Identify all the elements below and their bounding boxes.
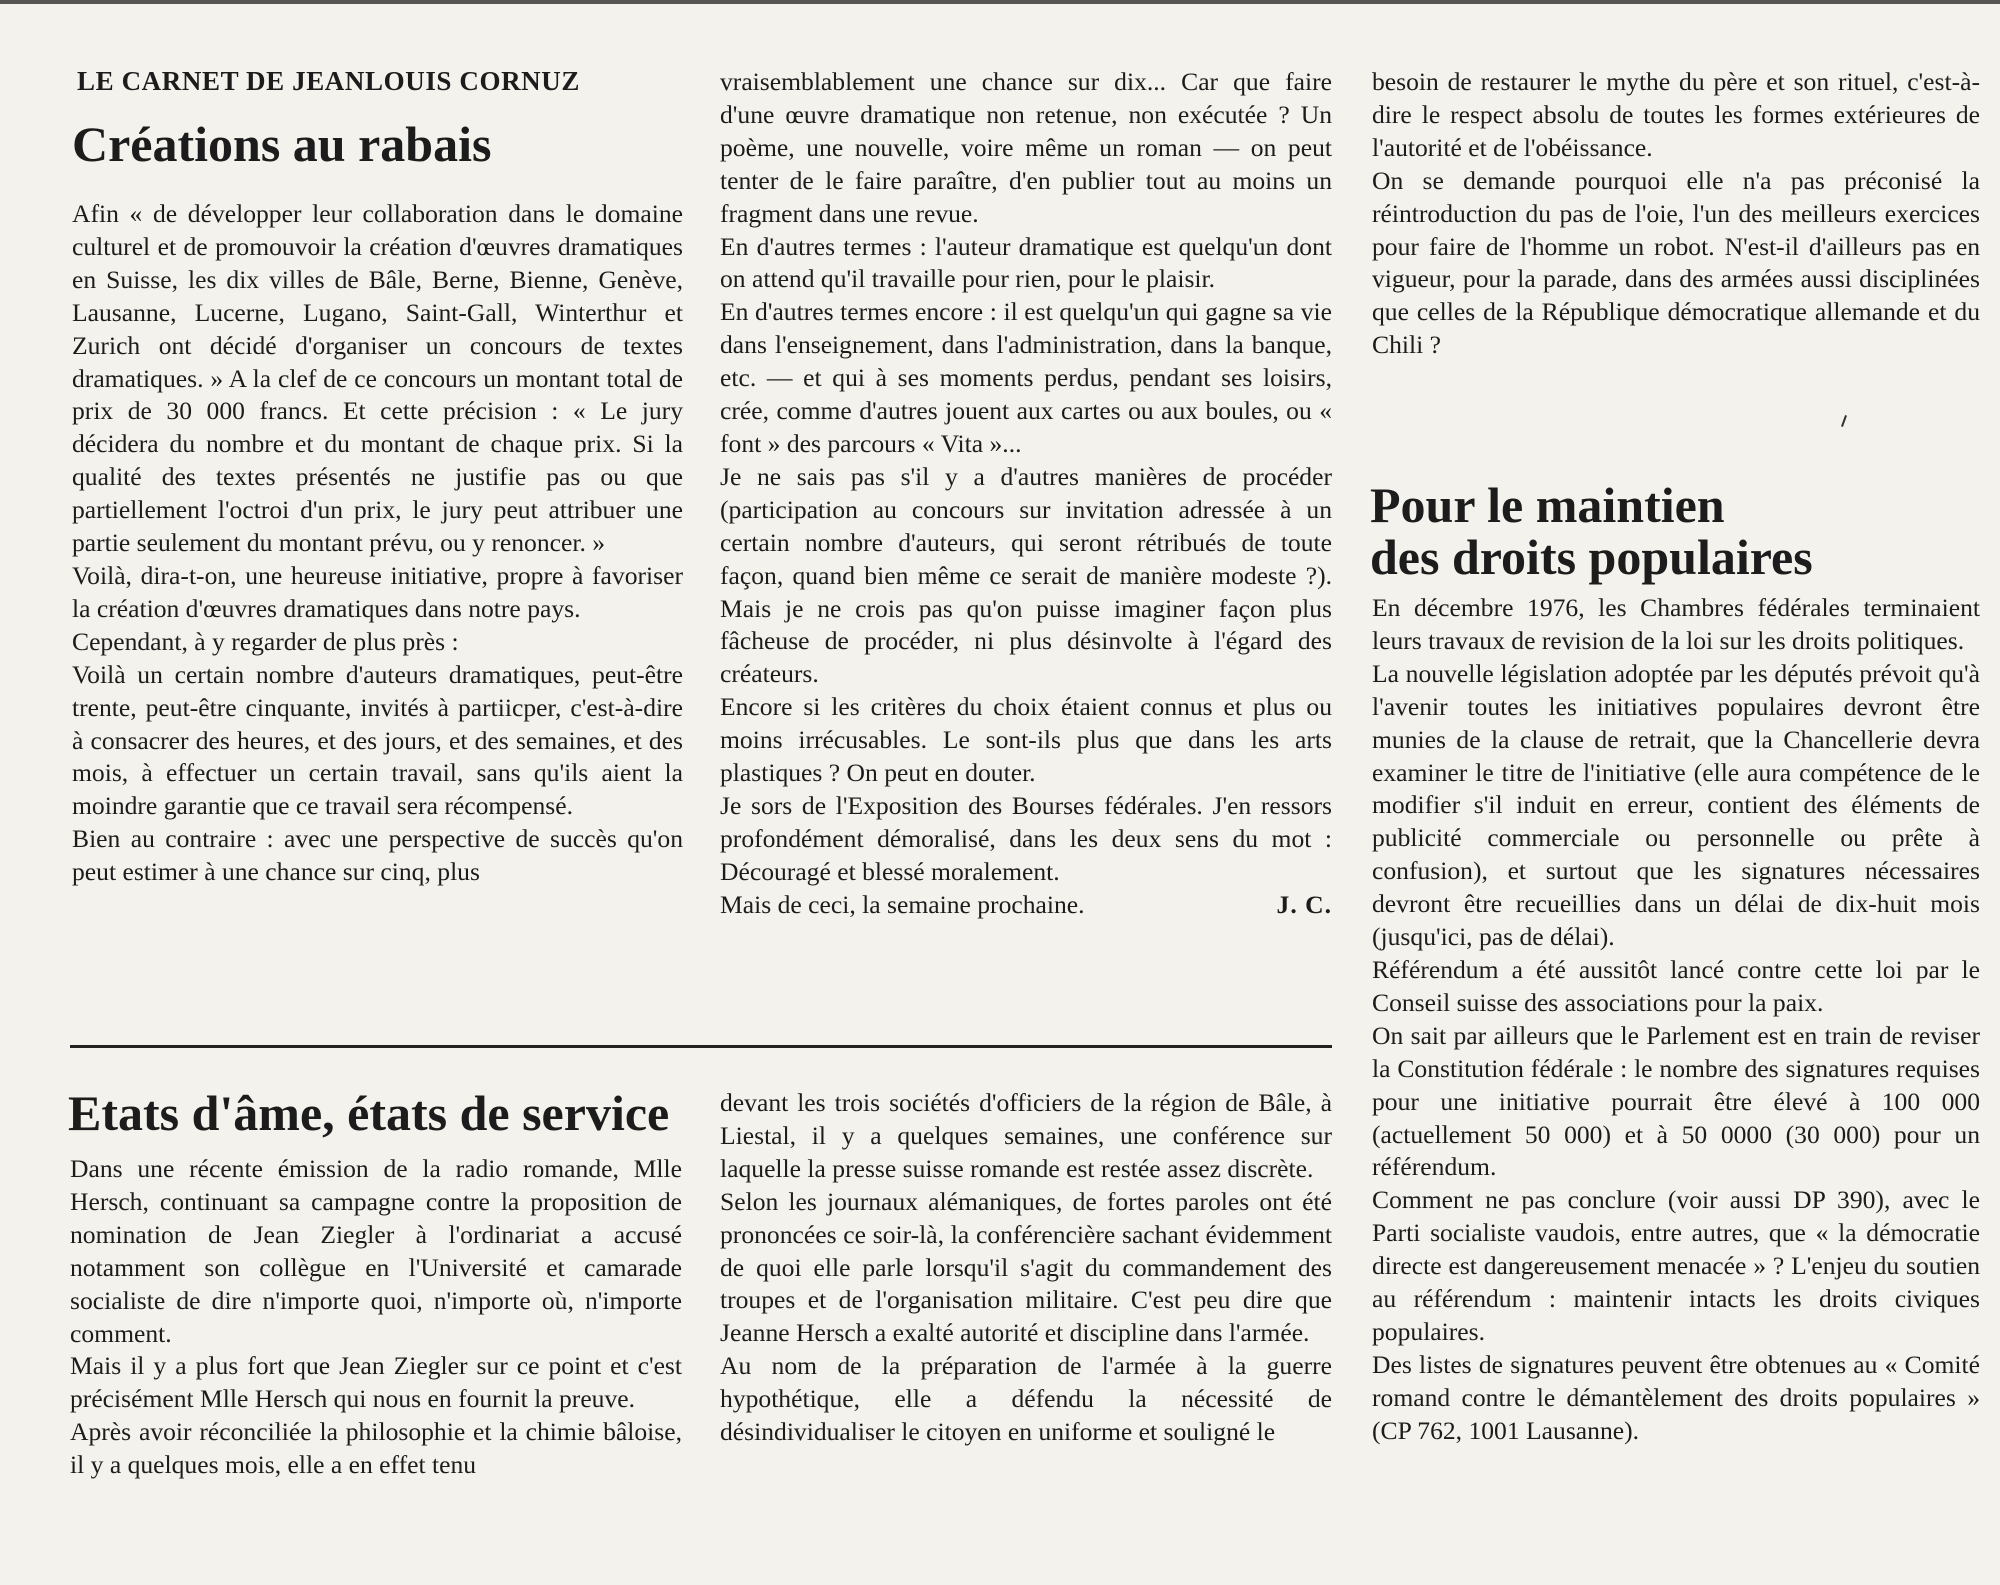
article1-col2-paragraph: Mais de ceci, la semaine prochaine. [720, 889, 1085, 919]
article1-col2-last-line [720, 889, 1332, 922]
article1-col1-paragraph: Cependant, à y regarder de plus près : [72, 626, 459, 656]
top-border-rule [0, 0, 2000, 4]
article3-paragraph: Comment ne pas conclure (voir aussi DP 390), avec le Parti socialiste vaudois, entre autres, que « la démocratie directe est dangereusement menacée » ? L'enjeu du soutien au référendum : maintenir intacts les droits civiques populaires. [1372, 1185, 1980, 1346]
article3-paragraph: La nouvelle législation adoptée par les députés prévoit qu'à l'avenir toutes les initiatives populaires devront être munies de la clause de retrait, que la Chancellerie devra examiner le titre de l'initiative (elle aura compétence de le modifier s'il induit en erreur, contient des éléments de publicité commerciale ou personnelle ou prête à confusion), et surtout que les signatures nécessaires devront être recueillies dans un délai de dix-huit mois (jusqu'ici, pas de délai). [1372, 658, 1980, 952]
article3-title-line2: des droits populaires [1370, 529, 1813, 585]
article2-col1-paragraph: Dans une récente émission de la radio romande, Mlle Hersch, continuant sa campagne contre la proposition de nomination de Jean Ziegler à l'ordinariat a accusé notamment son collègue en l'Université et camarade socialiste de dire n'importe quoi, n'importe où, n'importe comment. [70, 1154, 682, 1348]
article1-col1-paragraph: Bien au contraire : avec une perspective de succès qu'on peut estimer à une chance sur cinq, plus [72, 824, 683, 887]
article3-title [1370, 479, 1813, 583]
article2-column1 [70, 1153, 682, 1482]
article1-col2-paragraph: vraisemblablement une chance sur dix... Car que faire d'une œuvre dramatique non retenue, non exécutée ? Un poème, une nouvelle, voire même un roman — on peut tenter de le faire paraître, d'en publier tout au moins un fragment dans une revue. [720, 67, 1332, 228]
article1-column2 [720, 66, 1332, 922]
article1-col1-paragraph: Afin « de développer leur collaboration dans le domaine culturel et de promouvoir la création d'œuvres dramatiques en Suisse, les dix villes de Bâle, Berne, Bienne, Genève, Lausanne, Lucerne, Lugano, Saint-Gall, Winterthur et Zurich ont décidé d'organiser un concours de textes dramatiques. » A la clef de ce concours un montant total de prix de 30 000 francs. Et cette précision : « Le jury décidera du nombre et du montant de chaque prix. Si la qualité des textes présentés ne justifie pas ou que partiellement l'octroi d'un prix, le jury peut attribuer une partie seulement du montant prévu, ou y renoncer. » [72, 199, 683, 558]
article1-col2-paragraph: Encore si les critères du choix étaient connus et plus ou moins irrécusables. Le sont-ils plus que dans les arts plastiques ? On peut en douter. [720, 692, 1332, 788]
article1-col2-paragraph: En d'autres termes encore : il est quelqu'un qui gagne sa vie dans l'enseignement, dans l'administration, dans la banque, etc. — et qui à ses moments perdus, pendant ses loisirs, crée, comme d'autres jouent aux cartes ou aux boules, ou « font » des parcours « Vita »... [720, 297, 1332, 458]
article2-col2-paragraph: Selon les journaux alémaniques, de fortes paroles ont été prononcées ce soir-là, la conférencière sachant évidemment de quoi elle parle lorsqu'il s'agit du commandement des troupes et de l'organisation militaire. C'est peu dire que Jeanne Hersch a exalté autorité et discipline dans l'armée. [720, 1186, 1332, 1348]
article3-paragraph: Des listes de signatures peuvent être obtenues au « Comité romand contre le démantèlement des droits populaires » (CP 762, 1001 Lausanne). [1372, 1349, 1980, 1445]
article1-continuation [1372, 66, 1980, 362]
article1-title: Créations au rabais [72, 116, 492, 172]
article1-col1-paragraph: Voilà un certain nombre d'auteurs dramatiques, peut-être trente, peut-être cinquante, invités à partiicper, c'est-à-dire à consacrer des heures, et des jours, et des semaines, et des mois, à effectuer un certain travail, sans qu'ils aient la moindre garantie que ce travail sera récompensé. [72, 659, 683, 821]
article1-column1 [72, 198, 683, 889]
article3-paragraph: En décembre 1976, les Chambres fédérales terminaient leurs travaux de revision de la loi sur les droits politiques. [1372, 593, 1980, 655]
article1-col2-paragraph: En d'autres termes : l'auteur dramatique est quelqu'un dont on attend qu'il travaille pour rien, pour le plaisir. [720, 231, 1332, 294]
article2-title: Etats d'âme, états de service [68, 1085, 670, 1141]
article3-body [1372, 592, 1980, 1448]
article2-col2-paragraph: devant les trois sociétés d'officiers de la région de Bâle, à Liestal, il y a quelques semaines, une conférence sur laquelle la presse suisse romande est restée assez discrète. [720, 1088, 1332, 1183]
article2-col1-paragraph: Après avoir réconciliée la philosophie et la chimie bâloise, il y a quelques mois, elle a en effet tenu [70, 1417, 682, 1480]
column-label: LE CARNET DE JEANLOUIS CORNUZ [77, 66, 580, 96]
article3-title-line1: Pour le maintien [1370, 477, 1725, 533]
article1-col2-paragraph: Je sors de l'Exposition des Bourses fédérales. J'en ressors profondément démoralisé, dans les deux sens du mot : Découragé et blessé moralement. [720, 790, 1332, 886]
stray-mark [1841, 415, 1847, 427]
author-signature: J. C. [1276, 889, 1332, 919]
continuation-paragraph: On se demande pourquoi elle n'a pas préconisé la réintroduction du pas de l'oie, l'un des meilleurs exercices pour faire de l'homme un robot. N'est-il d'ailleurs pas en vigueur, pour la parade, dans des armées aussi disciplinées que celles de la République démocratique allemande et du Chili ? [1372, 165, 1980, 360]
section-divider-rule [70, 1045, 1332, 1048]
article2-col2-paragraph: Au nom de la préparation de l'armée à la guerre hypothétique, elle a défendu la nécessité de désindividualiser le citoyen en uniforme et souligné le [720, 1351, 1332, 1447]
article2-column2 [720, 1087, 1332, 1449]
article3-paragraph: On sait par ailleurs que le Parlement est en train de reviser la Constitution fédérale : le nombre des signatures requises pour une initiative pourrait être élevé à 100 000 (actuellement 50 000) et à 50 0000 (30 000) pour un référendum. [1372, 1020, 1980, 1182]
article1-col1-paragraph: Voilà, dira-t-on, une heureuse initiative, propre à favoriser la création d'œuvres dramatiques dans notre pays. [72, 560, 683, 623]
article2-col1-paragraph: Mais il y a plus fort que Jean Ziegler sur ce point et c'est précisément Mlle Hersch qui nous en fournit la preuve. [70, 1351, 682, 1414]
article3-paragraph: Référendum a été aussitôt lancé contre cette loi par le Conseil suisse des associations pour la paix. [1372, 954, 1980, 1017]
article1-col2-paragraph: Je ne sais pas s'il y a d'autres manières de procéder (participation au concours sur invitation adressée à un certain nombre d'auteurs, qui seront rétribués de toute façon, quand bien même ce serait de manière modeste ?). Mais je ne crois pas qu'on puisse imaginer façon plus fâcheuse de procéder, ni plus désinvolte à l'égard des créateurs. [720, 461, 1332, 689]
continuation-paragraph: besoin de restaurer le mythe du père et son rituel, c'est-à-dire le respect absolu de toutes les formes extérieures de l'autorité et de l'obéissance. [1372, 67, 1980, 162]
